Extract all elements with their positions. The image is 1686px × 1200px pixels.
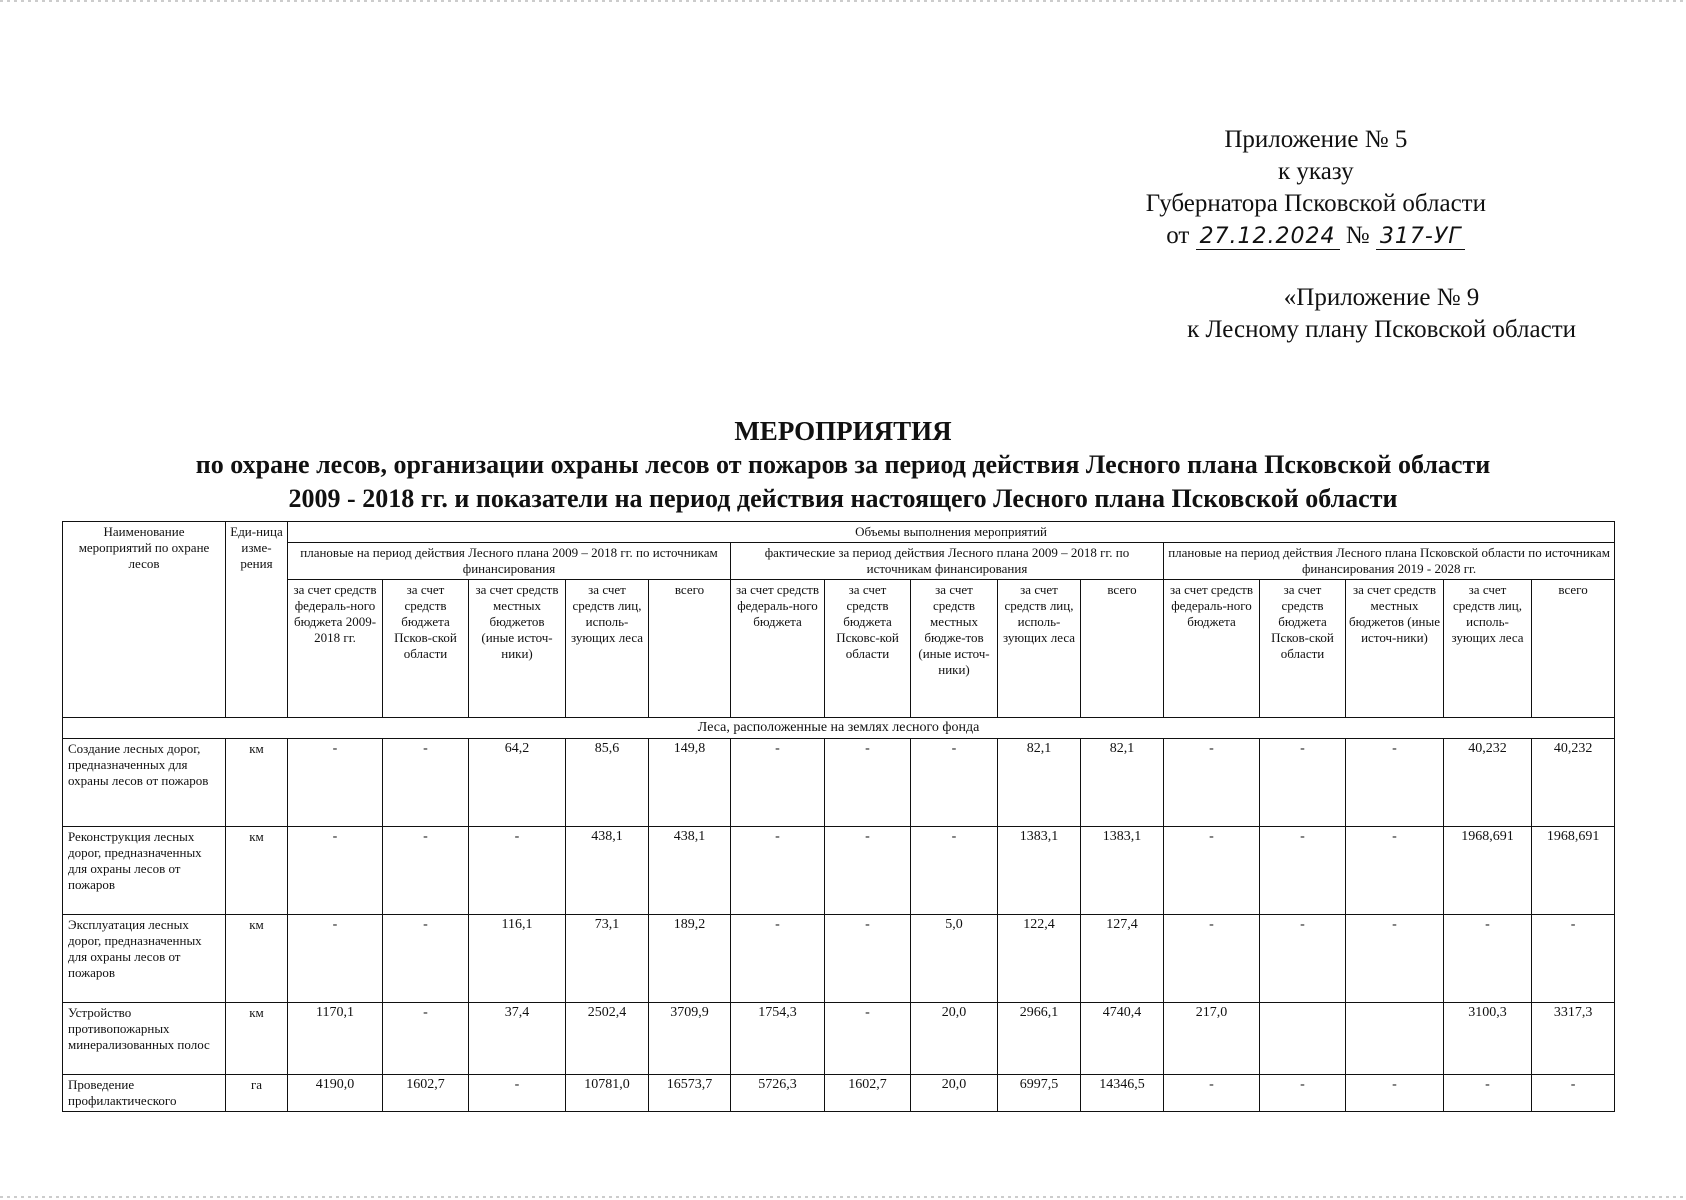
header-name: Наименование мероприятий по охране лесов: [63, 522, 226, 718]
header-group-planned-2009: плановые на период действия Лесного плана 2009 – 2018 гг. по источникам финансирования: [288, 543, 731, 580]
header-group-planned-2019: плановые на период действия Лесного плана Псковской области по источникам финансирования 2019 - 2028 гг.: [1164, 543, 1615, 580]
document-title: [0, 414, 1686, 516]
row-value: -: [383, 827, 469, 915]
row-value: 1754,3: [731, 1003, 825, 1075]
appendix-line2: к указу: [1278, 158, 1354, 185]
row-value: -: [288, 739, 383, 827]
row-value: 82,1: [998, 739, 1081, 827]
scan-artifact-bottom: [0, 1196, 1686, 1198]
row-value: 3100,3: [1444, 1003, 1532, 1075]
row-value: -: [383, 915, 469, 1003]
header-group-actual-2009: фактические за период действия Лесного плана 2009 – 2018 гг. по источникам финансирования: [731, 543, 1164, 580]
measures-table-wrap: [62, 521, 1610, 1112]
row-value: -: [911, 827, 998, 915]
row-value: 6997,5: [998, 1075, 1081, 1112]
table-row: [63, 827, 1615, 915]
table-body: [63, 718, 1615, 1112]
header-unit: Еди-ница изме-рения: [226, 522, 288, 718]
row-value: -: [825, 827, 911, 915]
row-value: -: [1260, 739, 1346, 827]
subheader: за счет средств лиц, исполь-зующих леса: [998, 580, 1081, 718]
row-value: -: [911, 739, 998, 827]
row-value: 5726,3: [731, 1075, 825, 1112]
number-prefix: №: [1345, 222, 1370, 249]
row-value: -: [1346, 1075, 1444, 1112]
row-value: -: [731, 915, 825, 1003]
handwritten-date: 27.12.2024: [1196, 224, 1340, 250]
row-value: -: [288, 915, 383, 1003]
appendix-header: [1146, 124, 1486, 253]
row-value: -: [1346, 827, 1444, 915]
row-value: 5,0: [911, 915, 998, 1003]
row-value: -: [1164, 915, 1260, 1003]
subheader: за счет средств бюджета Псков-ской области: [383, 580, 469, 718]
subheader: за счет средств бюджета Псковс-кой области: [825, 580, 911, 718]
subheader: за счет средств бюджета Псков-ской области: [1260, 580, 1346, 718]
row-value: 1383,1: [998, 827, 1081, 915]
row-value: 116,1: [469, 915, 566, 1003]
subheader: за счет средств федераль-ного бюджета: [731, 580, 825, 718]
table-row: [63, 915, 1615, 1003]
title-line3: 2009 - 2018 гг. и показатели на период действия настоящего Лесного плана Псковской области: [288, 484, 1398, 513]
row-value: 2966,1: [998, 1003, 1081, 1075]
row-value: 2502,4: [566, 1003, 649, 1075]
row-value: -: [825, 739, 911, 827]
subheader: всего: [649, 580, 731, 718]
row-value: -: [1260, 1075, 1346, 1112]
row-name: Эксплуатация лесных дорог, предназначенных для охраны лесов от пожаров: [63, 915, 226, 1003]
subheader: за счет средств лиц, исполь-зующих леса: [1444, 580, 1532, 718]
row-name: Устройство противопожарных минерализованных полос: [63, 1003, 226, 1075]
row-value: -: [1532, 1075, 1615, 1112]
section-row: Леса, расположенные на землях лесного фонда: [63, 718, 1615, 739]
date-prefix: от: [1166, 222, 1190, 249]
row-unit: км: [226, 739, 288, 827]
row-value: 14346,5: [1081, 1075, 1164, 1112]
row-value: 127,4: [1081, 915, 1164, 1003]
row-value: 1968,691: [1444, 827, 1532, 915]
row-value: 3709,9: [649, 1003, 731, 1075]
row-value: 438,1: [566, 827, 649, 915]
header-volumes: Объемы выполнения мероприятий: [288, 522, 1615, 543]
subheader: за счет средств федераль-ного бюджета: [1164, 580, 1260, 718]
row-value: -: [731, 827, 825, 915]
row-value: -: [1164, 1075, 1260, 1112]
row-value: -: [469, 1075, 566, 1112]
row-value: -: [1164, 739, 1260, 827]
row-unit: км: [226, 1003, 288, 1075]
appendix-date-line: [1146, 220, 1486, 253]
row-value: -: [1532, 915, 1615, 1003]
row-name: Создание лесных дорог, предназначенных для охраны лесов от пожаров: [63, 739, 226, 827]
row-value: 438,1: [649, 827, 731, 915]
row-name: Реконструкция лесных дорог, предназначенных для охраны лесов от пожаров: [63, 827, 226, 915]
handwritten-number: 317-УГ: [1376, 224, 1466, 250]
row-value: 4190,0: [288, 1075, 383, 1112]
appendix-header-2: [1187, 282, 1576, 346]
row-value: [1346, 1003, 1444, 1075]
row-value: -: [288, 827, 383, 915]
row-value: -: [825, 915, 911, 1003]
row-value: 1968,691: [1532, 827, 1615, 915]
row-value: 4740,4: [1081, 1003, 1164, 1075]
subheader: всего: [1532, 580, 1615, 718]
subheader: за счет средств местных бюджетов (иные источ-ники): [1346, 580, 1444, 718]
row-value: 217,0: [1164, 1003, 1260, 1075]
subheader: за счет средств федераль-ного бюджета 2009-2018 гг.: [288, 580, 383, 718]
row-name: Проведение профилактического: [63, 1075, 226, 1112]
title-line2: по охране лесов, организации охраны лесов от пожаров за период действия Лесного плана Псковской области: [195, 450, 1491, 479]
row-value: -: [469, 827, 566, 915]
row-value: 189,2: [649, 915, 731, 1003]
row-value: 85,6: [566, 739, 649, 827]
row-value: -: [1346, 915, 1444, 1003]
row-value: 20,0: [911, 1003, 998, 1075]
row-value: [1260, 1003, 1346, 1075]
row-value: 1602,7: [383, 1075, 469, 1112]
row-value: 82,1: [1081, 739, 1164, 827]
row-value: 20,0: [911, 1075, 998, 1112]
row-value: 122,4: [998, 915, 1081, 1003]
row-value: -: [1444, 915, 1532, 1003]
appendix2-line2: к Лесному плану Псковской области: [1187, 316, 1576, 343]
row-value: -: [1346, 739, 1444, 827]
row-value: 73,1: [566, 915, 649, 1003]
row-value: 149,8: [649, 739, 731, 827]
table-row: [63, 1075, 1615, 1112]
row-value: 1602,7: [825, 1075, 911, 1112]
row-value: 16573,7: [649, 1075, 731, 1112]
table-row: [63, 739, 1615, 827]
row-unit: га: [226, 1075, 288, 1112]
row-value: 1383,1: [1081, 827, 1164, 915]
appendix2-line1: «Приложение № 9: [1283, 284, 1480, 311]
row-value: 37,4: [469, 1003, 566, 1075]
row-value: -: [383, 1003, 469, 1075]
row-value: -: [1260, 915, 1346, 1003]
title-line1: МЕРОПРИЯТИЯ: [734, 416, 952, 446]
row-value: 40,232: [1532, 739, 1615, 827]
row-value: 40,232: [1444, 739, 1532, 827]
subheader: за счет средств местных бюджетов (иные источ-ники): [469, 580, 566, 718]
subheader: за счет средств лиц, исполь-зующих леса: [566, 580, 649, 718]
row-value: -: [731, 739, 825, 827]
appendix-line3: Губернатора Псковской области: [1145, 190, 1486, 217]
table-row: [63, 1003, 1615, 1075]
row-unit: км: [226, 827, 288, 915]
row-value: 10781,0: [566, 1075, 649, 1112]
scan-artifact-top: [0, 0, 1686, 2]
subheader: за счет средств местных бюдже-тов (иные источ-ники): [911, 580, 998, 718]
row-value: -: [1164, 827, 1260, 915]
measures-table: [62, 521, 1615, 1112]
row-value: -: [383, 739, 469, 827]
appendix-line1: Приложение № 5: [1224, 126, 1408, 153]
row-value: -: [1444, 1075, 1532, 1112]
row-unit: км: [226, 915, 288, 1003]
row-value: 64,2: [469, 739, 566, 827]
row-value: 1170,1: [288, 1003, 383, 1075]
row-value: -: [825, 1003, 911, 1075]
row-value: 3317,3: [1532, 1003, 1615, 1075]
row-value: -: [1260, 827, 1346, 915]
subheader: всего: [1081, 580, 1164, 718]
